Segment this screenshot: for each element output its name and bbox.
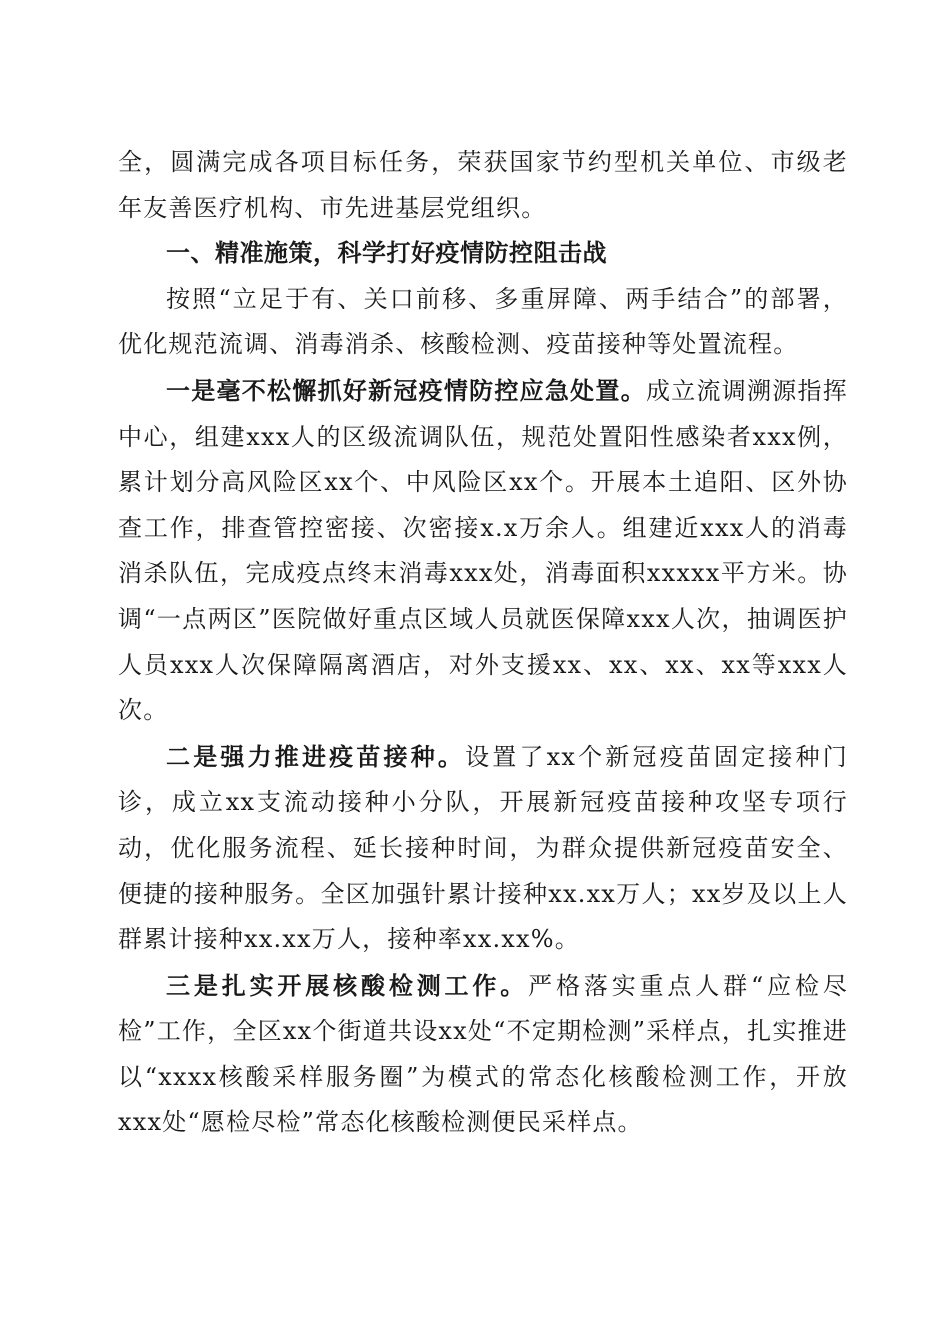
paragraph-lead: 三是扎实开展核酸检测工作。 — [166, 970, 529, 1000]
paragraph-nucleic-testing — [118, 963, 848, 1146]
document-body — [118, 140, 848, 1146]
paragraph-lead: 一是毫不松懈抓好新冠疫情防控应急处置。 — [166, 375, 646, 405]
paragraph-vaccination — [118, 734, 848, 963]
paragraph-text: 成立流调溯源指挥中心，组建xxx人的区级流调队伍，规范处置阳性感染者xxx例，累计划分高风险区xx个、中风险区xx个。开展本土追阳、区外协查工作，排查管控密接、次密接x.x万余人。组建近xxx人的消毒消杀队伍，完成疫点终末消毒xxx处，消毒面积xxxxx平方米。协调“一点两区”医院做好重点区域人员就医保障xxx人次，抽调医护人员xxx人次保障隔离酒店，对外支援xx、xx、xx、xx等xxx人次。 — [118, 376, 848, 725]
section-heading: 一、精准施策，科学打好疫情防控阻击战 — [166, 239, 607, 268]
paragraph-text: 严格落实重点人群“应检尽检”工作，全区xx个街道共设xx处“不定期检测”采样点，扎实推进以“xxxx核酸采样服务圈”为模式的常态化核酸检测工作，开放xxx处“愿检尽检”常态化核酸检测便民采样点。 — [118, 971, 848, 1137]
paragraph-continuation: 全，圆满完成各项目标任务，荣获国家节约型机关单位、市级老年友善医疗机构、市先进基层党组织。 — [118, 148, 848, 222]
paragraph-lead: 二是强力推进疫苗接种。 — [166, 741, 466, 771]
paragraph-emergency-response — [118, 368, 848, 734]
paragraph-text: 设置了xx个新冠疫苗固定接种门诊，成立xx支流动接种小分队，开展新冠疫苗接种攻坚专项行动，优化服务流程、延长接种时间，为群众提供新冠疫苗安全、便捷的接种服务。全区加强针累计接种xx.xx万人；xx岁及以上人群累计接种xx.xx万人，接种率xx.xx%。 — [118, 742, 848, 954]
paragraph-intro: 按照“立足于有、关口前移、多重屏障、两手结合”的部署，优化规范流调、消毒消杀、核酸检测、疫苗接种等处置流程。 — [118, 284, 848, 359]
